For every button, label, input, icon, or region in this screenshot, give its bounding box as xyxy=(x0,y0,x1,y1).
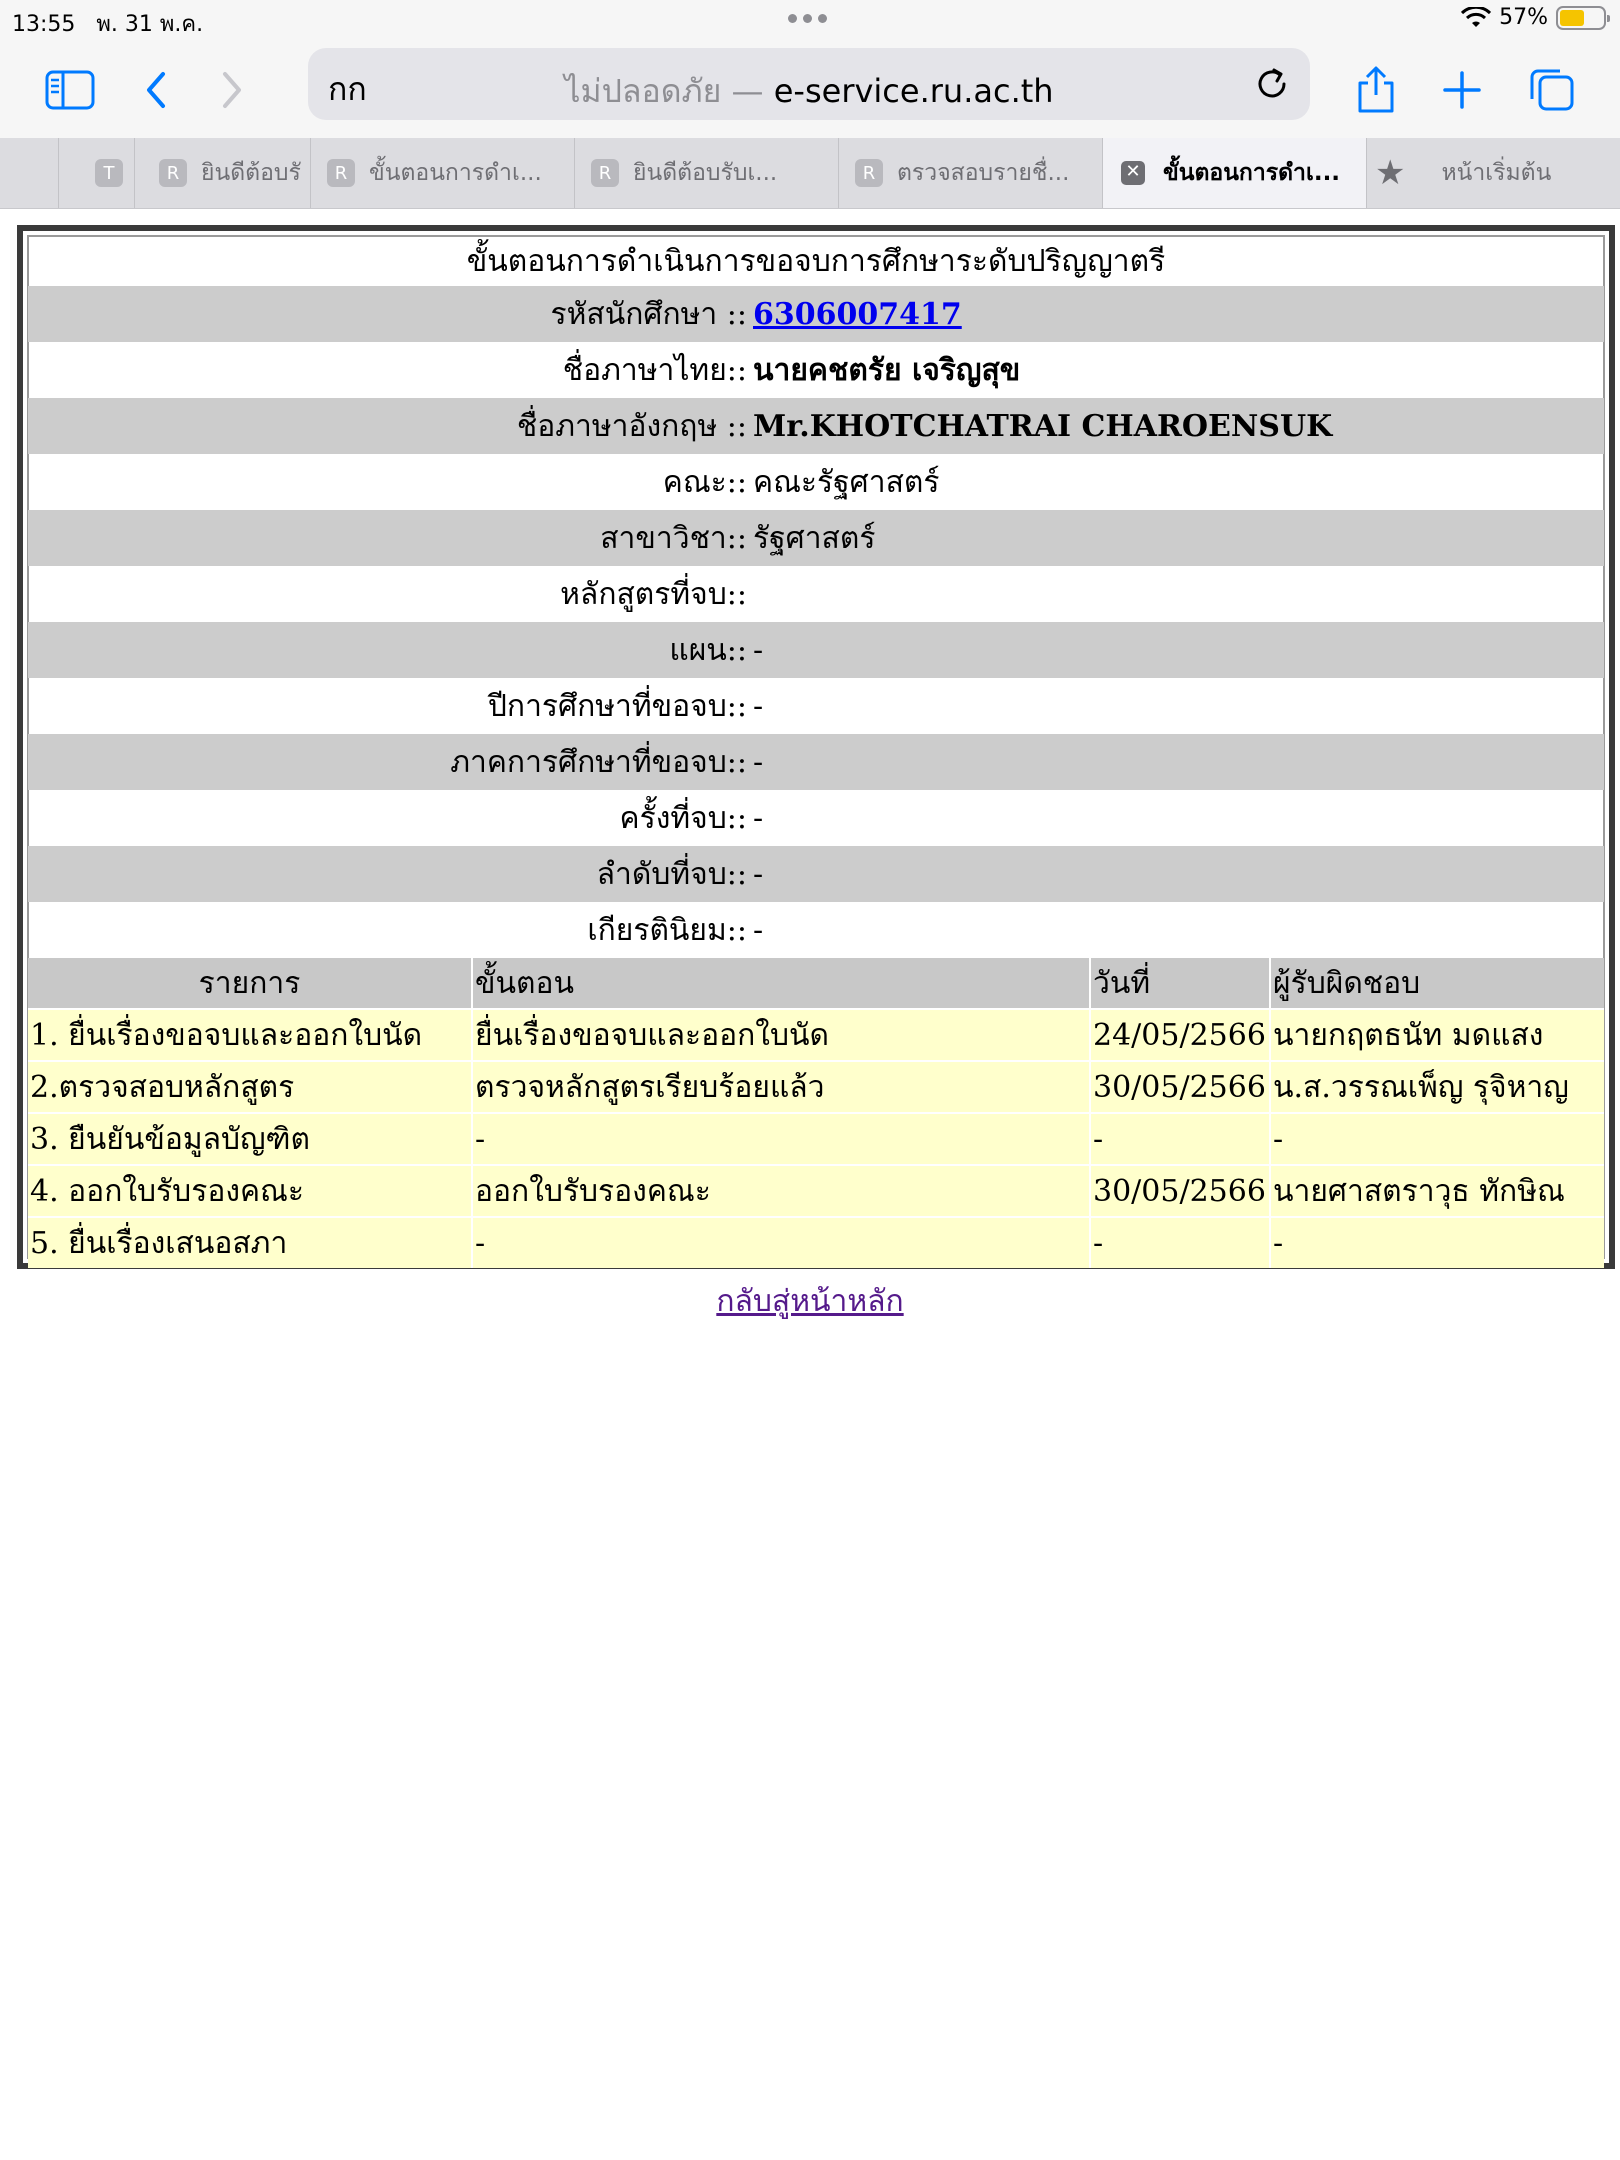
back-to-home-link[interactable]: กลับสู่หน้าหลัก xyxy=(716,1284,904,1319)
tab-favicon: R xyxy=(159,159,187,187)
info-label: แผน:: xyxy=(669,632,747,668)
info-label: ปีการศึกษาที่ขอจบ:: xyxy=(487,688,747,724)
battery-percent: 57% xyxy=(1499,5,1548,30)
step-owner: นายศาสตราวุธ ทักษิณ xyxy=(1270,1165,1604,1217)
info-row-honors xyxy=(28,902,1604,958)
info-label: ภาคการศึกษาที่ขอจบ:: xyxy=(450,744,747,780)
tab-favicon: T xyxy=(95,159,123,187)
tab-6-active[interactable]: ✕ ขั้นตอนการดำเ... xyxy=(1102,138,1366,208)
info-label: ชื่อภาษาอังกฤษ :: xyxy=(516,408,747,444)
info-value: - xyxy=(753,744,764,780)
step-item: 1. ยื่นเรื่องขอจบและออกใบนัด xyxy=(28,1009,472,1061)
step-status: ออกใบรับรองคณะ xyxy=(472,1165,1090,1217)
step-status: - xyxy=(472,1113,1090,1165)
graduation-status-panel xyxy=(28,236,1604,1268)
info-label: ลำดับที่จบ:: xyxy=(596,856,747,892)
step-owner: - xyxy=(1270,1217,1604,1268)
column-header: รายการ xyxy=(28,958,472,1009)
info-label: เกียรตินิยม:: xyxy=(587,912,747,948)
info-value: - xyxy=(753,800,764,836)
tab-4[interactable]: R ยินดีต้อบรับเ... xyxy=(574,138,838,208)
step-item: 2.ตรวจสอบหลักสูตร xyxy=(28,1061,472,1113)
table-row xyxy=(28,1113,1604,1165)
tab-favicon: R xyxy=(327,159,355,187)
info-value: - xyxy=(753,912,764,948)
info-label: รหัสนักศึกษา :: xyxy=(550,296,747,332)
multitasking-dots-icon[interactable] xyxy=(788,14,827,23)
tab-favicon: R xyxy=(591,159,619,187)
battery-icon xyxy=(1556,6,1606,30)
step-status: - xyxy=(472,1217,1090,1268)
info-row-thai-name xyxy=(28,342,1604,398)
info-label: คณะ:: xyxy=(662,464,747,500)
step-item: 3. ยืนยันข้อมูลบัญฑิต xyxy=(28,1113,472,1165)
reader-button[interactable]: กก xyxy=(328,70,367,108)
page-title: ขั้นตอนการดำเนินการขอจบการศึกษาระดับปริญญาตรี xyxy=(466,243,1166,279)
tab-favicon: R xyxy=(855,159,883,187)
step-status: ตรวจหลักสูตรเรียบร้อยแล้ว xyxy=(472,1061,1090,1113)
steps-table xyxy=(28,958,1604,1268)
status-time: 13:55 พ. 31 พ.ค. xyxy=(12,12,204,37)
info-value: นายคชตรัย เจริญสุข xyxy=(753,352,1021,388)
reload-icon[interactable] xyxy=(1250,62,1294,106)
column-header: ขั้นตอน xyxy=(472,958,1090,1009)
info-value: Mr.KHOTCHATRAI CHAROENSUK xyxy=(753,408,1333,444)
step-item: 5. ยื่นเรื่องเสนอสภา xyxy=(28,1217,472,1268)
step-date: 30/05/2566 xyxy=(1090,1061,1270,1113)
info-row-graduation-round xyxy=(28,790,1604,846)
info-row-english-name xyxy=(28,398,1604,454)
step-owner: น.ส.วรรณเพ็ญ รุจิหาญ xyxy=(1270,1061,1604,1113)
info-row-rank xyxy=(28,846,1604,902)
table-row xyxy=(28,1009,1604,1061)
step-date: - xyxy=(1090,1113,1270,1165)
back-to-home xyxy=(0,1278,1620,1325)
tabs-overview-icon[interactable] xyxy=(1524,62,1580,118)
new-tab-icon[interactable] xyxy=(1434,62,1490,118)
info-row-semester xyxy=(28,734,1604,790)
info-value: - xyxy=(753,856,764,892)
info-row-major xyxy=(28,510,1604,566)
info-value: คณะรัฐศาสตร์ xyxy=(753,464,940,500)
info-label: ครั้งที่จบ:: xyxy=(619,800,747,836)
sidebar-icon[interactable] xyxy=(42,62,98,118)
step-date: - xyxy=(1090,1217,1270,1268)
tab-3[interactable]: R ขั้นตอนการดำเ... xyxy=(310,138,574,208)
browser-toolbar xyxy=(0,40,1620,138)
close-tab-icon[interactable]: ✕ xyxy=(1121,161,1145,185)
info-row-plan xyxy=(28,622,1604,678)
info-row-student-id xyxy=(28,286,1604,342)
column-header: ผู้รับผิดชอบ xyxy=(1270,958,1604,1009)
share-icon[interactable] xyxy=(1348,62,1404,118)
address-bar[interactable] xyxy=(308,48,1310,120)
step-item: 4. ออกใบรับรองคณะ xyxy=(28,1165,472,1217)
tab-start-page[interactable]: ★ หน้าเริ่มต้น xyxy=(1366,138,1620,208)
tab-bar xyxy=(0,138,1620,209)
info-row-academic-year xyxy=(28,678,1604,734)
info-value: - xyxy=(753,632,764,668)
step-owner: นายกฤตธนัท มดแสง xyxy=(1270,1009,1604,1061)
info-label: หลักสูตรที่จบ:: xyxy=(560,576,747,612)
student-id-link[interactable]: 6306007417 xyxy=(753,296,962,332)
info-row-faculty xyxy=(28,454,1604,510)
step-date: 24/05/2566 xyxy=(1090,1009,1270,1061)
wifi-icon xyxy=(1461,7,1491,29)
table-row xyxy=(28,1217,1604,1268)
status-bar xyxy=(0,0,1620,40)
table-row xyxy=(28,1165,1604,1217)
info-label: ชื่อภาษาไทย:: xyxy=(562,352,747,388)
tab-2[interactable]: R ยินดีต้อบรั xyxy=(134,138,310,208)
star-icon: ★ xyxy=(1375,153,1406,193)
table-row xyxy=(28,1061,1604,1113)
step-date: 30/05/2566 xyxy=(1090,1165,1270,1217)
table-header-row xyxy=(28,958,1604,1009)
tab-5[interactable]: R ตรวจสอบรายชื่... xyxy=(838,138,1102,208)
column-header: วันที่ xyxy=(1090,958,1270,1009)
step-status: ยื่นเรื่องขอจบและออกใบนัด xyxy=(472,1009,1090,1061)
back-icon[interactable] xyxy=(128,62,184,118)
tab-1[interactable] xyxy=(58,138,134,208)
info-value: รัฐศาสตร์ xyxy=(753,520,876,556)
step-owner: - xyxy=(1270,1113,1604,1165)
forward-icon[interactable] xyxy=(204,62,260,118)
info-row-curriculum xyxy=(28,566,1604,622)
url-text[interactable]: ไม่ปลอดภัย — e-service.ru.ac.th xyxy=(564,72,1054,110)
info-value: - xyxy=(753,688,764,724)
info-label: สาขาวิชา:: xyxy=(600,520,747,556)
